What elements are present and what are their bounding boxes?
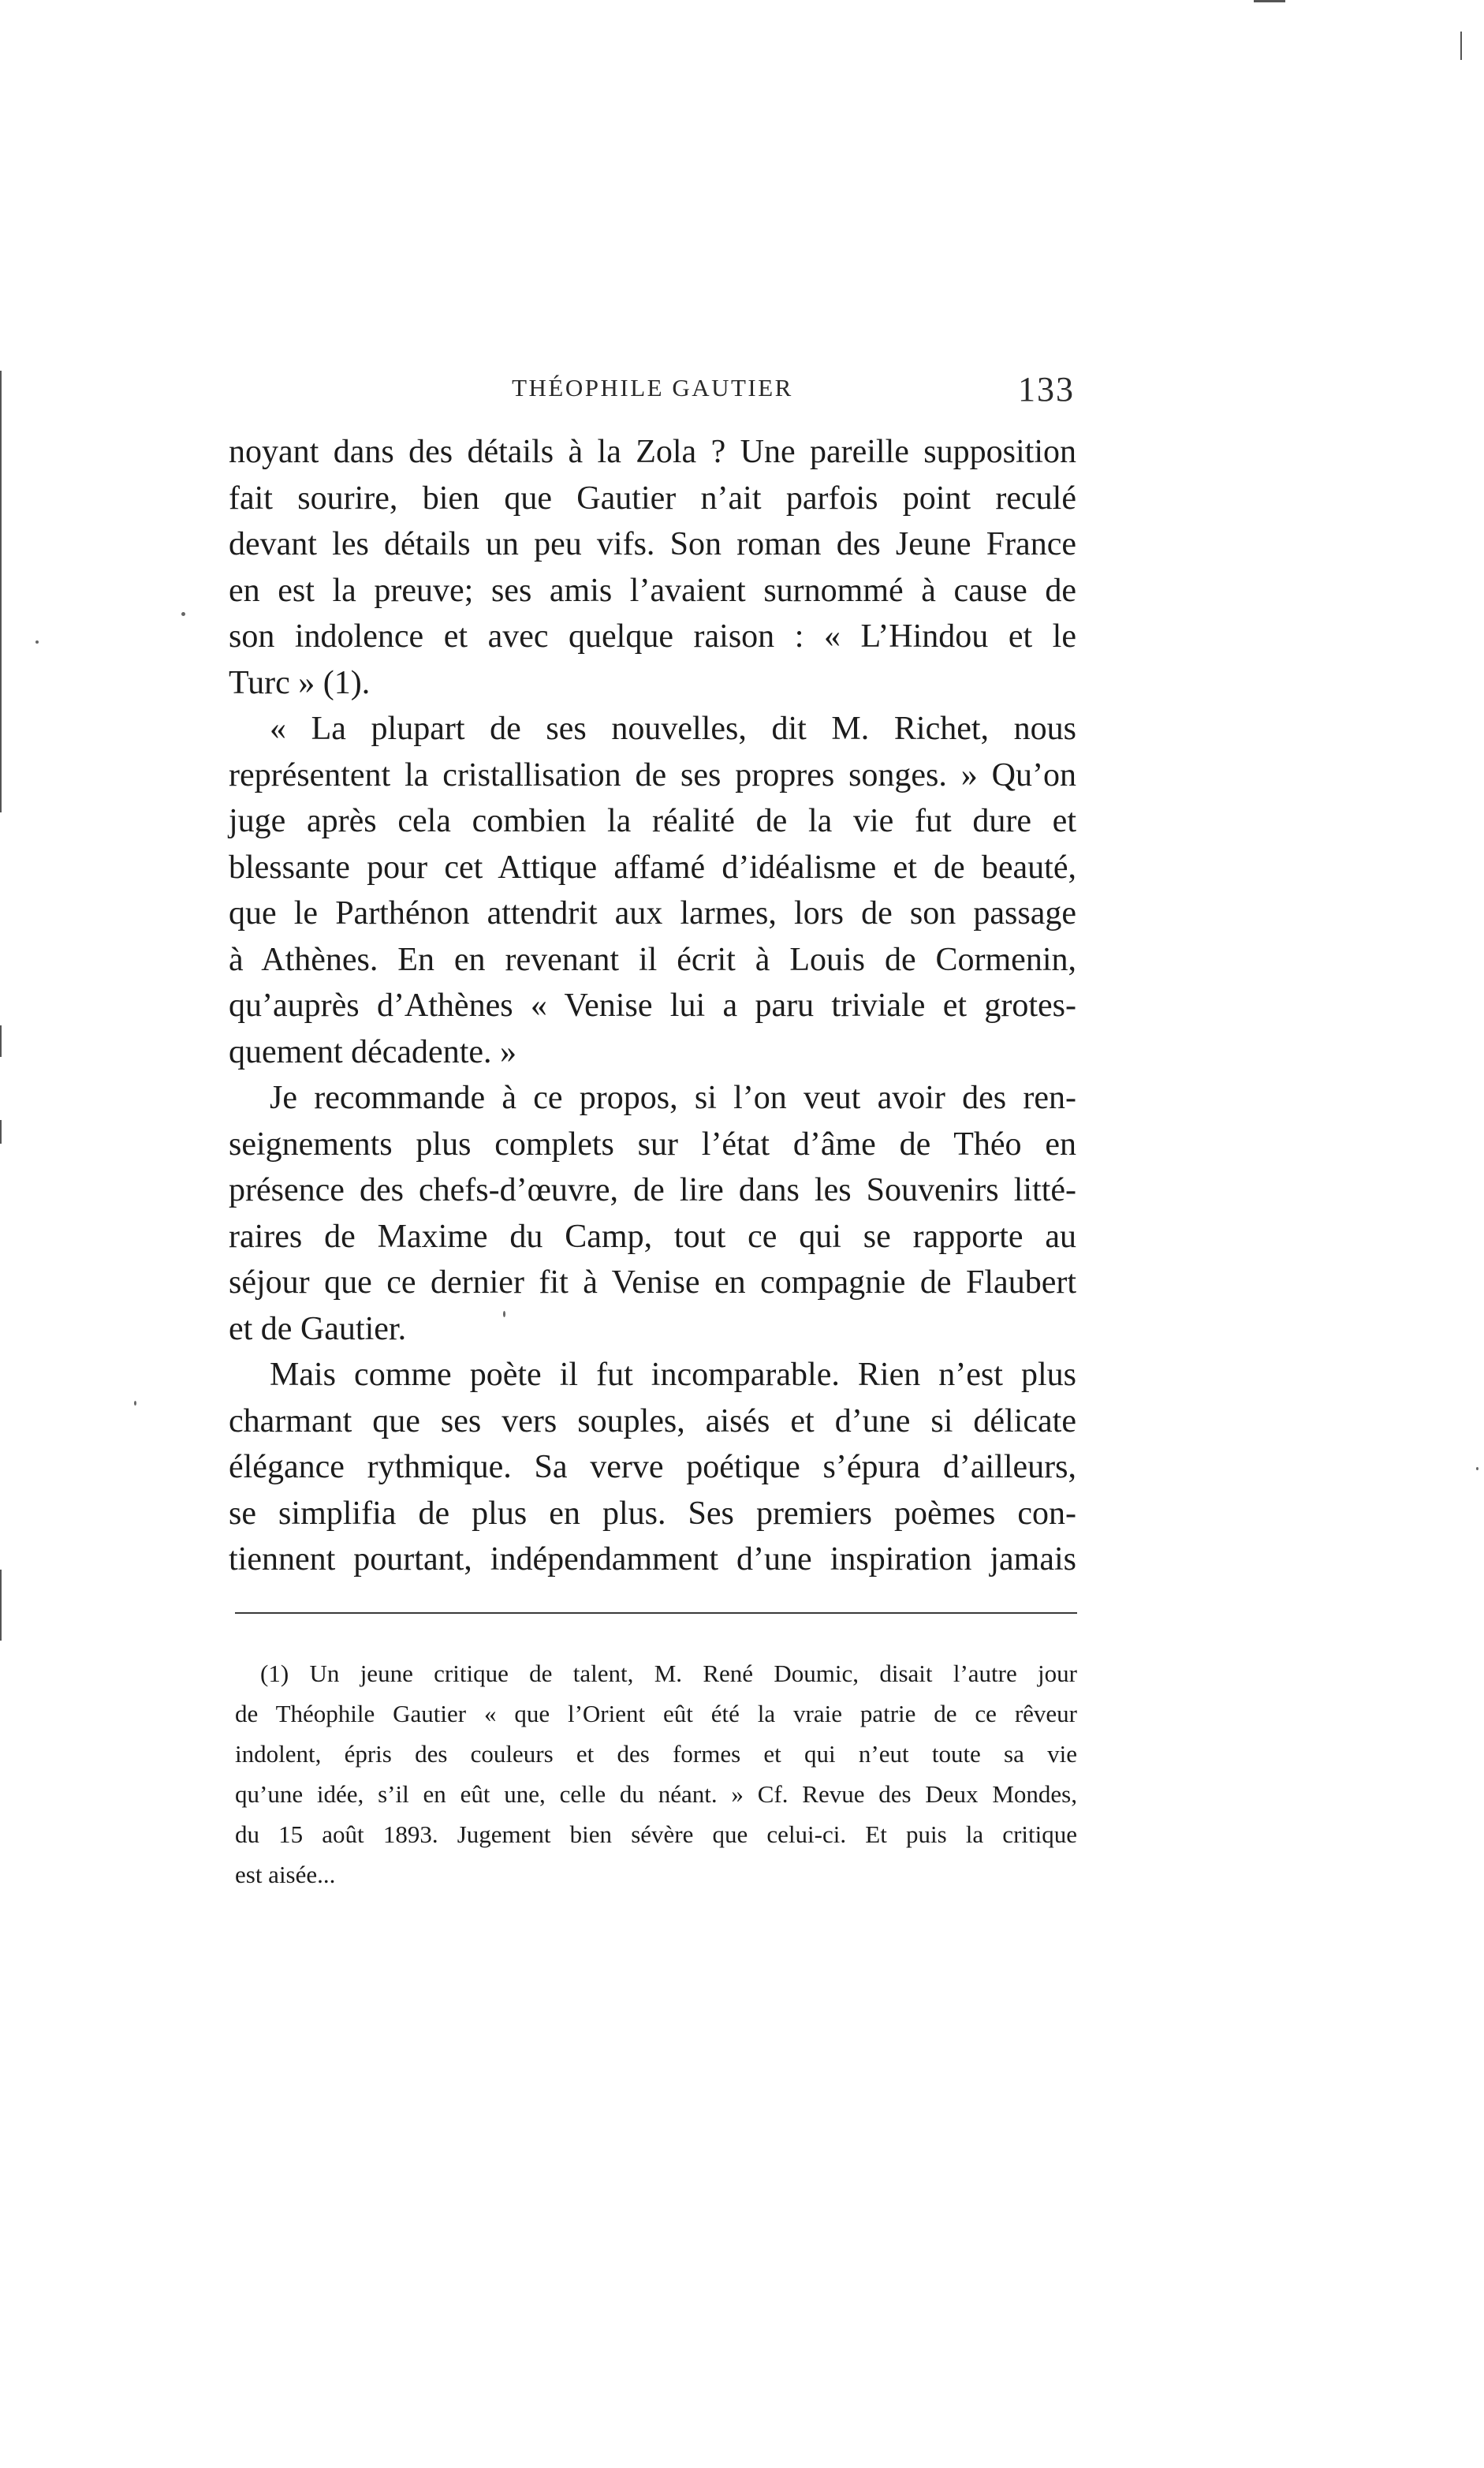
text-line: blessante pour cet Attique affamé d’idéalisme et de beauté, bbox=[229, 849, 1076, 886]
scan-edge-mark bbox=[0, 371, 2, 812]
text-line: noyant dans des détails à la Zola ? Une pareille supposition bbox=[229, 434, 1076, 470]
scan-speck bbox=[134, 1401, 136, 1406]
text-line: à Athènes. En en revenant il écrit à Louis de Cormenin, bbox=[229, 941, 1076, 978]
footnote-line: du 15 août 1893. Jugement bien sévère que celui-ci. Et puis la critique bbox=[235, 1820, 1077, 1848]
text-line: charmant que ses vers souples, aisés et d’une si délicate bbox=[229, 1402, 1076, 1439]
text-line: Je recommande à ce propos, si l’on veut avoir des ren- bbox=[270, 1080, 1076, 1116]
footnote-line: est aisée... bbox=[235, 1861, 336, 1888]
text-line: Mais comme poète il fut incomparable. Rien n’est plus bbox=[270, 1357, 1076, 1393]
scan-speck bbox=[1476, 1467, 1478, 1470]
scan-edge-mark bbox=[0, 1570, 2, 1641]
running-title: THÉOPHILE GAUTIER bbox=[512, 374, 793, 401]
page-number: 133 bbox=[1018, 370, 1075, 409]
text-line: élégance rythmique. Sa verve poétique s’épura d’ailleurs, bbox=[229, 1449, 1076, 1485]
text-line: présence des chefs-d’œuvre, de lire dans les Souvenirs litté- bbox=[229, 1172, 1076, 1208]
text-line: seignements plus complets sur l’état d’âme de Théo en bbox=[229, 1126, 1076, 1163]
footnote-line: de Théophile Gautier « que l’Orient eût été la vraie patrie de ce rêveur bbox=[235, 1700, 1077, 1727]
text-line: son indolence et avec quelque raison : « L’Hindou et le bbox=[229, 618, 1076, 655]
scan-edge-mark bbox=[0, 1025, 2, 1057]
text-line: se simplifia de plus en plus. Ses premiers poèmes con- bbox=[229, 1495, 1076, 1532]
text-line: qu’auprès d’Athènes « Venise lui a paru triviale et grotes- bbox=[229, 988, 1076, 1024]
text-line: juge après cela combien la réalité de la vie fut dure et bbox=[229, 803, 1076, 839]
text-line: représentent la cristallisation de ses propres songes. » Qu’on bbox=[229, 756, 1076, 793]
scan-edge-mark bbox=[1254, 0, 1285, 2]
footnote-line: qu’une idée, s’il en eût une, celle du néant. » Cf. Revue des Deux Mondes, bbox=[235, 1780, 1077, 1808]
body-text bbox=[229, 429, 1076, 1583]
text-line: « La plupart de ses nouvelles, dit M. Richet, nous bbox=[270, 711, 1076, 747]
text-line: que le Parthénon attendrit aux larmes, lors de son passage bbox=[229, 895, 1076, 932]
text-line: fait sourire, bien que Gautier n’ait parfois point reculé bbox=[229, 480, 1076, 517]
scan-speck bbox=[35, 640, 39, 644]
text-line: devant les détails un peu vifs. Son roman des Jeune France bbox=[229, 526, 1076, 562]
footnote bbox=[235, 1653, 1077, 1895]
text-line: séjour que ce dernier fit à Venise en compagnie de Flaubert bbox=[229, 1264, 1076, 1301]
scan-edge-mark bbox=[0, 1120, 2, 1144]
text-line: quement décadente. » bbox=[229, 1033, 516, 1070]
text-line: et de Gautier. bbox=[229, 1310, 407, 1347]
text-line: tiennent pourtant, indépendamment d’une inspiration jamais bbox=[229, 1541, 1076, 1578]
scan-speck bbox=[503, 1311, 505, 1317]
text-line: en est la preuve; ses amis l’avaient surnommé à cause de bbox=[229, 572, 1076, 609]
text-line: raires de Maxime du Camp, tout ce qui se rapporte au bbox=[229, 1218, 1076, 1255]
text-line: Turc » (1). bbox=[229, 664, 371, 701]
scan-edge-mark bbox=[1460, 32, 1462, 60]
running-head bbox=[229, 369, 1076, 416]
footnote-line: (1) Un jeune critique de talent, M. René Doumic, disait l’autre jour bbox=[260, 1660, 1077, 1687]
footnote-rule bbox=[235, 1612, 1077, 1614]
footnote-line: indolent, épris des couleurs et des formes et qui n’eut toute sa vie bbox=[235, 1740, 1077, 1768]
scan-speck bbox=[181, 612, 185, 616]
